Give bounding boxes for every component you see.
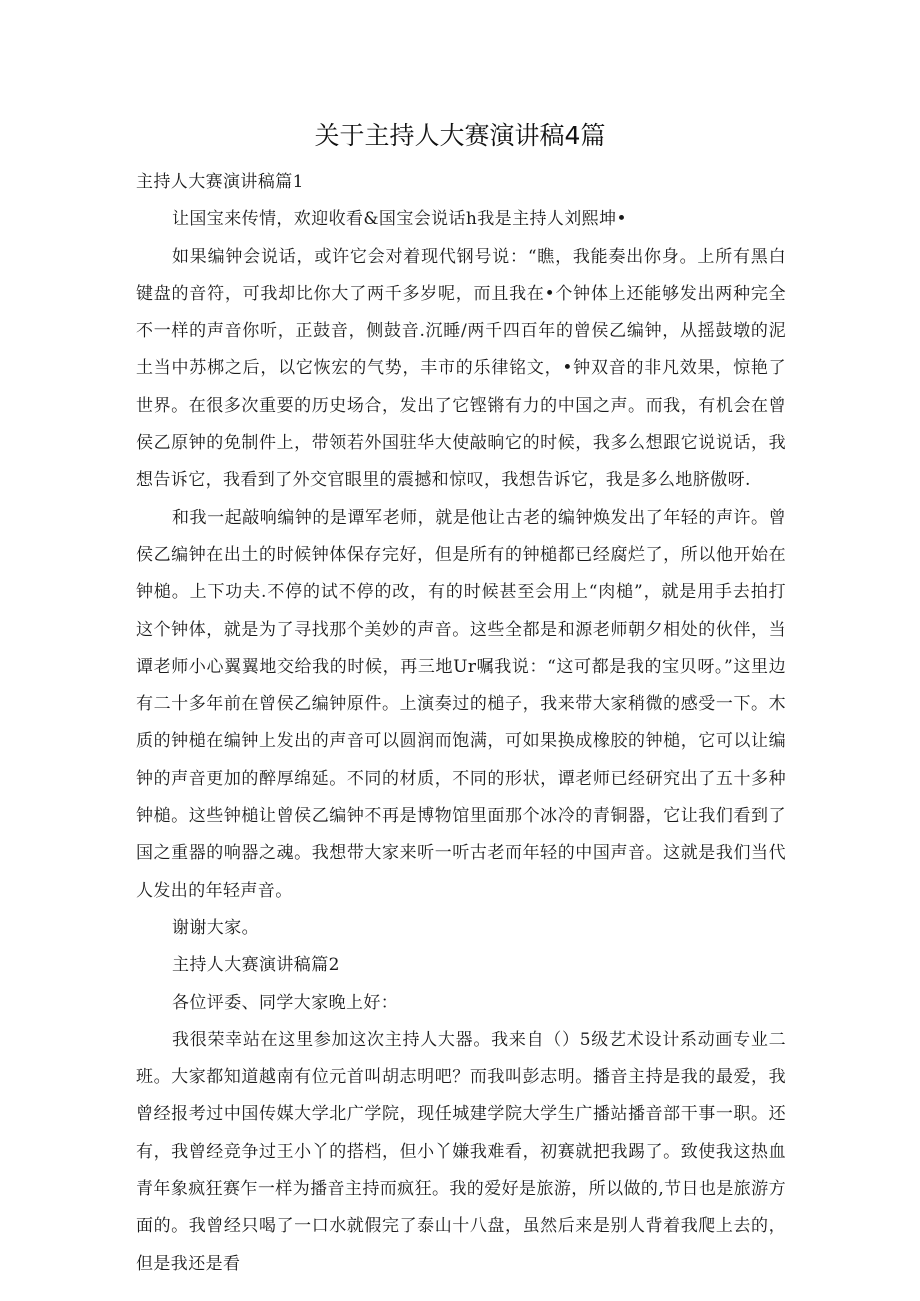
paragraph: 主持人大赛演讲稿篇1 xyxy=(136,172,304,192)
paragraph: 主持人大赛演讲稿篇2 xyxy=(172,955,340,976)
document-title: 关于主持人大赛演讲稿4篇 xyxy=(314,121,606,150)
paragraph: 让国宝来传情，欢迎收看&国宝会说话h我是主持人刘熙坤• xyxy=(172,209,627,230)
paragraph: 我很荣幸站在这里参加这次主持人大器。我来自（）5级艺术设计系动画专业二班。大家都知道越南有位元首叫胡志明吧？而我叫彭志明。播音主持是我的最爱，我曾经报考过中国传媒大学北广学院，现任城建学院大学生广播站播音部干事一职。还有，我曾经竞争过王小丫的搭档，但小丫嫌我难看，初赛就把我踢了。致使我这热血青年象疯狂赛乍一样为播音主持而疯狂。我的爱好是旅游，所以做的,节日也是旅游方面的。我曾经只喝了一口水就假完了泰山十八盘，虽然后来是别人背着我爬上去的，但是我还是看 xyxy=(136,1029,786,1274)
paragraph: 和我一起敲响编钟的是谭军老师，就是他让古老的编钟焕发出了年轻的声许。曾侯乙编钟在出土的时候钟体保存完好，但是所有的钟槌都已经腐烂了，所以他开始在钟槌。上下功夫.不停的试不停的改，有的时候甚至会用上“肉槌”，就是用手去拍打这个钟体，就是为了寻找那个美妙的声音。这些全都是和源老师朝夕相处的伙伴，当谭老师小心翼翼地交给我的时候，再三地Ur嘱我说：“这可都是我的宝贝呀。”这里边有二十多年前在曾侯乙编钟原件。上演奏过的槌子，我来带大家稍微的感受一下。木质的钟槌在编钟上发出的声音可以圆润而饱满，可如果换成橡胶的钟槌，它可以让编钟的声音更加的醉厚绵延。不同的材质，不同的形状，谭老师已经研究出了五十多种钟槌。这些钟槌让曾侯乙编钟不再是博物馆里面那个冰冷的青铜器，它让我们看到了国之重器的响器之魂。我想带大家来听一听古老而年轻的中国声音。这就是我们当代人发出的年轻声音。 xyxy=(136,507,786,901)
paragraph: 如果编钟会说话，或许它会对着现代钢号说：“瞧，我能奏出你身。上所有黑白键盘的音符，可我却比你大了两千多岁呢，而且我在•个钟体上还能够发出两种完全不一样的声音你听，正鼓音，侧鼓音.沉睡/两千四百年的曾侯乙编钟，从摇鼓墩的泥土当中苏梆之后，以它恢宏的气势，丰市的乐律铭文，•钟双音的非凡效果，惊艳了世界。在很多次重要的历史场合，发出了它铿锵有力的中国之声。而我，有机会在曾侯乙原钟的免制件上，带领若外国驻华大使敲晌它的时候，我多么想跟它说说话，我想告诉它，我看到了外交官眼里的震撼和惊叹，我想告诉它，我是多么地脐傲呀. xyxy=(136,246,786,491)
document-body xyxy=(136,164,786,1283)
paragraph: 各位评委、同学大家晚上好： xyxy=(172,992,399,1013)
paragraph: 谢谢大家。 xyxy=(172,917,259,938)
